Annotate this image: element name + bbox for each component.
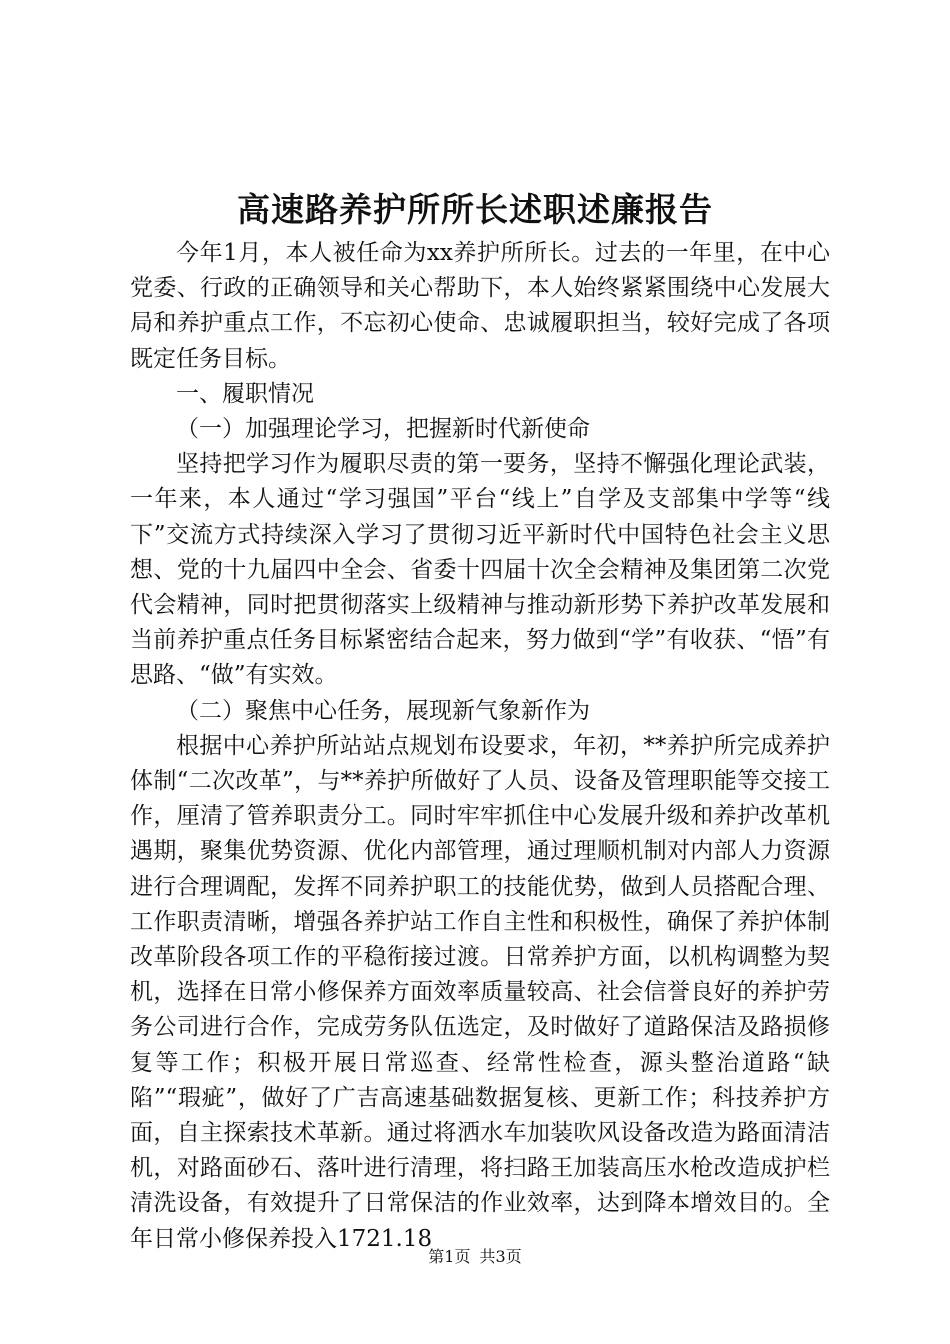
subsection-heading-theory-study: （一）加强理论学习，把握新时代新使命 [176, 416, 590, 443]
document-title: 高速路养护所所长述职述廉报告 [237, 190, 713, 229]
paragraph-central-tasks: 根据中心养护所站站点规划布设要求，年初，**养护所完成养护体制“二次改革”，与**养护所做好了人员、设备及管理职能等交接工作，厘清了管养职责分工。同时牢牢抓住中心发展升级和养护改革机遇期，聚集优势资源、优化内部管理，通过理顺机制对内部人力资源进行合理调配，发挥不同养护职工的技能优势，做到人员搭配合理、工作职责清晰，增强各养护站工作自主性和积极性，确保了养护体制改革阶段各项工作的平稳衔接过渡。日常养护方面，以机构调整为契机，选择在日常小修保养方面效率质量较高、社会信誉良好的养护劳务公司进行合作，完成劳务队伍选定，及时做好了道路保洁及路损修复等工作；积极开展日常巡查、经常性检查，源头整治道路“缺陷”“瑕疵”，做好了广吉高速基础数据复核、更新工作；科技养护方面，自主探索技术革新。通过将洒水车加装吹风设备改造为路面清洁机，对路面砂石、落叶进行清理，将扫路王加装高压水枪改造成护栏清洗设备，有效提升了日常保洁的作业效率，达到降本增效目的。全年日常小修保养投入1721.18 [130, 732, 830, 1252]
document-body [130, 236, 830, 1257]
paragraph-intro: 今年1月，本人被任命为xx养护所所长。过去的一年里，在中心党委、行政的正确领导和关心帮助下，本人始终紧紧围绕中心发展大局和养护重点工作，不忘初心使命、忠诚履职担当，较好完成了各项既定任务目标。 [130, 240, 830, 372]
page-number: 第1页 [428, 1247, 471, 1266]
page-footer [0, 1247, 950, 1267]
paragraph-theory-study: 坚持把学习作为履职尽责的第一要务，坚持不懈强化理论武装，一年来，本人通过“学习强国”平台“线上”自学及支部集中学等“线下”交流方式持续深入学习了贯彻习近平新时代中国特色社会主义思想、党的十九届四中全会、省委十四届十次全会精神及集团第二次党代会精神，同时把贯彻落实上级精神与推动新形势下养护改革发展和当前养护重点任务目标紧密结合起来，努力做到“学”有收获、“悟”有思路、“做”有实效。 [130, 451, 830, 689]
subsection-heading-central-tasks: （二）聚焦中心任务，展现新气象新作为 [176, 697, 590, 724]
section-heading-performance: 一、履职情况 [176, 380, 314, 407]
page-total: 共3页 [479, 1247, 522, 1266]
